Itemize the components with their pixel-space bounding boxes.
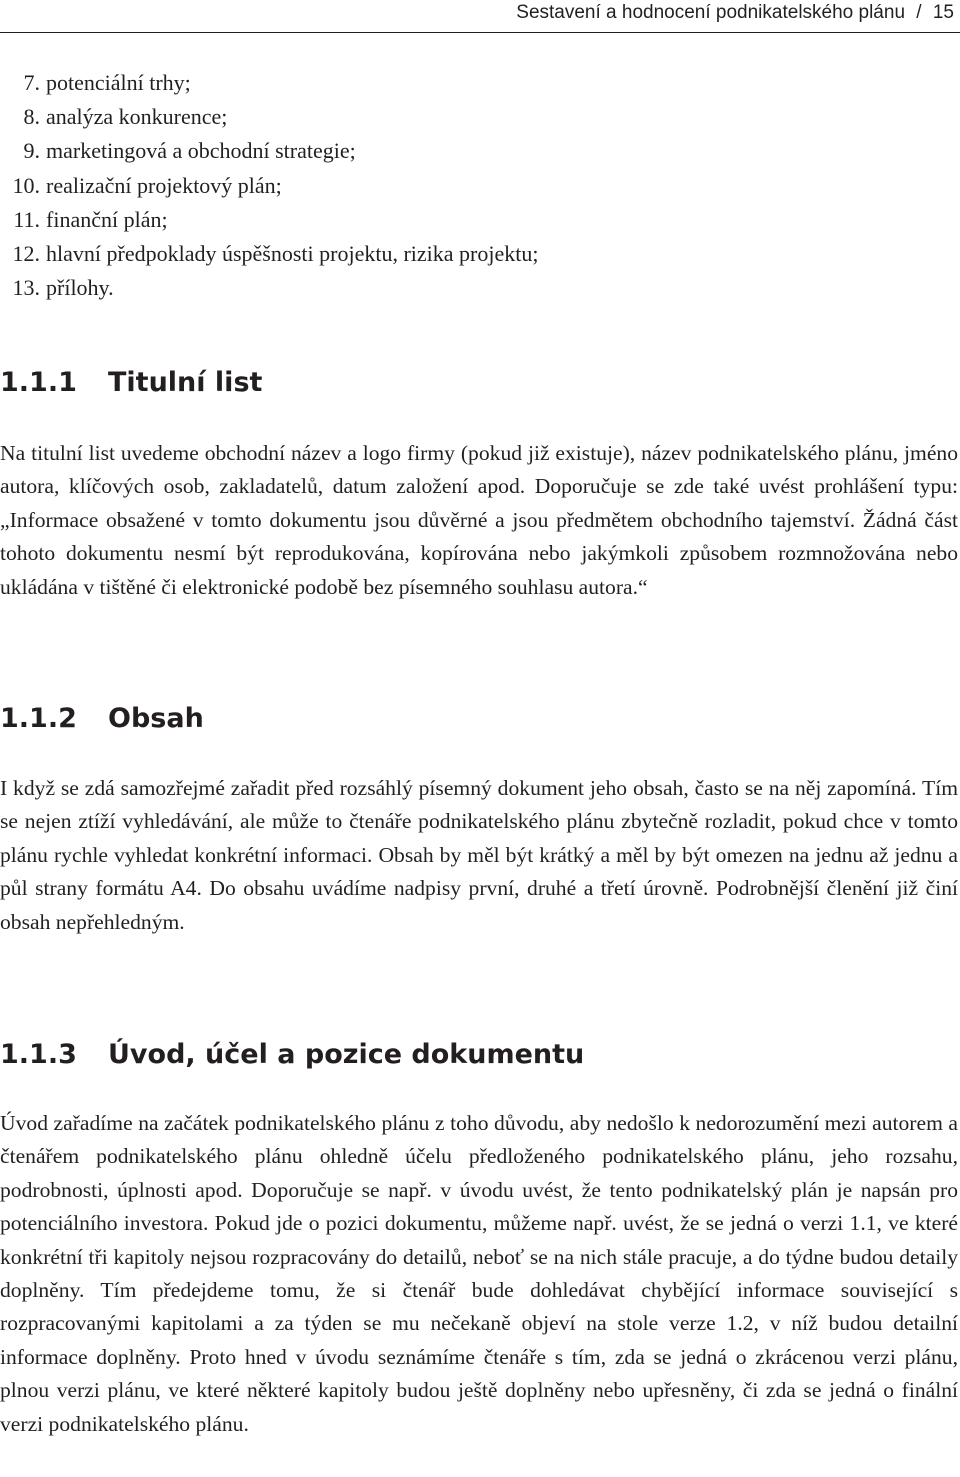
- list-item-number: 13.: [12, 275, 40, 301]
- running-header: [516, 2, 954, 24]
- list-item-text: finanční plán;: [46, 206, 168, 232]
- list-item-text: potenciální trhy;: [46, 70, 191, 95]
- list-item: [0, 237, 950, 271]
- section-heading-obsah: [0, 702, 958, 736]
- section-title: Titulní list: [108, 367, 263, 398]
- section-number: 1.1.1: [0, 367, 77, 398]
- section-body-titulni-list: Na titulní list uvedeme obchodní název a logo firmy (pokud již existuje), název podnikatelského plánu, jméno autora, klíčových osob, zakladatelů, datum založení apod. Doporučuje se zde také uvést prohlášení typu: „Informace obsažené v tomto dokumentu jsou důvěrné a jsou předmětem obchodního tajemství. Žádná část tohoto dokumentu nesmí být reprodukována, kopírována nebo jakýmkoli způsobem rozmnožována nebo ukládána v tištěné či elektronické podobě bez písemného souhlasu autora.“: [0, 441, 958, 599]
- running-title: Sestavení a hodnocení podnikatelského plánu: [516, 2, 906, 23]
- page-number: 15: [932, 2, 954, 23]
- list-item-number: 11.: [13, 206, 40, 232]
- list-item-number: 7.: [23, 70, 40, 95]
- list-item: [0, 100, 950, 134]
- list-item-text: realizační projektový plán;: [46, 172, 282, 198]
- list-item-number: 12.: [12, 241, 40, 267]
- list-item: [0, 134, 950, 168]
- section-heading-titulni-list: [0, 366, 958, 400]
- list-item-text: hlavní předpoklady úspěšnosti projektu, rizika projektu;: [46, 241, 539, 267]
- section-body-obsah: I když se zdá samozřejmé zařadit před rozsáhlý písemný dokument jeho obsah, často se na něj zapomíná. Tím se nejen ztíží vyhledávání, ale může to čtenáře podnikatelského plánu zbytečně rozladit, pokud chce v tomto plánu rychle vyhledat konkrétní informaci. Obsah by měl být krátký a měl by být omezen na jednu až jednu a půl strany formátu A4. Do obsahu uvádíme nadpisy první, druhé a třetí úrovně. Podrobnější členění již činí obsah nepřehledným.: [0, 776, 958, 934]
- list-item: [0, 203, 950, 237]
- list-item: [0, 66, 950, 100]
- list-item-text: analýza konkurence;: [46, 104, 228, 130]
- list-item: [0, 271, 950, 305]
- header-separator: /: [916, 2, 922, 23]
- section-title: Obsah: [108, 703, 204, 734]
- list-item-number: 10.: [12, 172, 40, 198]
- list-item-number: 9.: [23, 138, 40, 164]
- section-title: Úvod, účel a pozice dokumentu: [108, 1039, 585, 1070]
- numbered-list: [0, 66, 950, 305]
- section-number: 1.1.2: [0, 703, 77, 734]
- section-body-uvod: Úvod zařadíme na začátek podnikatelského plánu z toho důvodu, aby nedošlo k nedorozumění mezi autorem a čtenářem podnikatelského plánu ohledně účelu předloženého podnikatelského plánu, jeho rozsahu, podrobnosti, úplnosti apod. Doporučuje se např. v úvodu uvést, že tento podnikatelský plán je napsán pro potenciálního investora. Pokud jde o pozici dokumentu, můžeme např. uvést, že se jedná o verzi 1.1, ve které konkrétní tři kapitoly nejsou rozpracovány do detailů, neboť se na nich stále pracuje, a do týdne budou detaily doplněny. Tím předejdeme tomu, že si čtenář bude dohledávat chybějící informace související s rozpracovanými kapitolami a za týden se mu nečekaně objeví na stole verze 1.2, v níž budou detailní informace doplněny. Proto hned v úvodu seznámíme čtenáře s tím, zda se jedná o zkrácenou verzi plánu, plnou verzi plánu, ve které některé kapitoly budou ještě doplněny nebo upřesněny, či zda se jedná o finální verzi podnikatelského plánu.: [0, 1111, 958, 1436]
- section-number: 1.1.3: [0, 1039, 77, 1070]
- header-rule: [0, 32, 960, 33]
- section-heading-uvod: [0, 1038, 958, 1072]
- list-item-text: marketingová a obchodní strategie;: [46, 138, 356, 164]
- list-item-number: 8.: [23, 104, 40, 130]
- list-item: [0, 169, 950, 203]
- list-item-text: přílohy.: [46, 275, 114, 301]
